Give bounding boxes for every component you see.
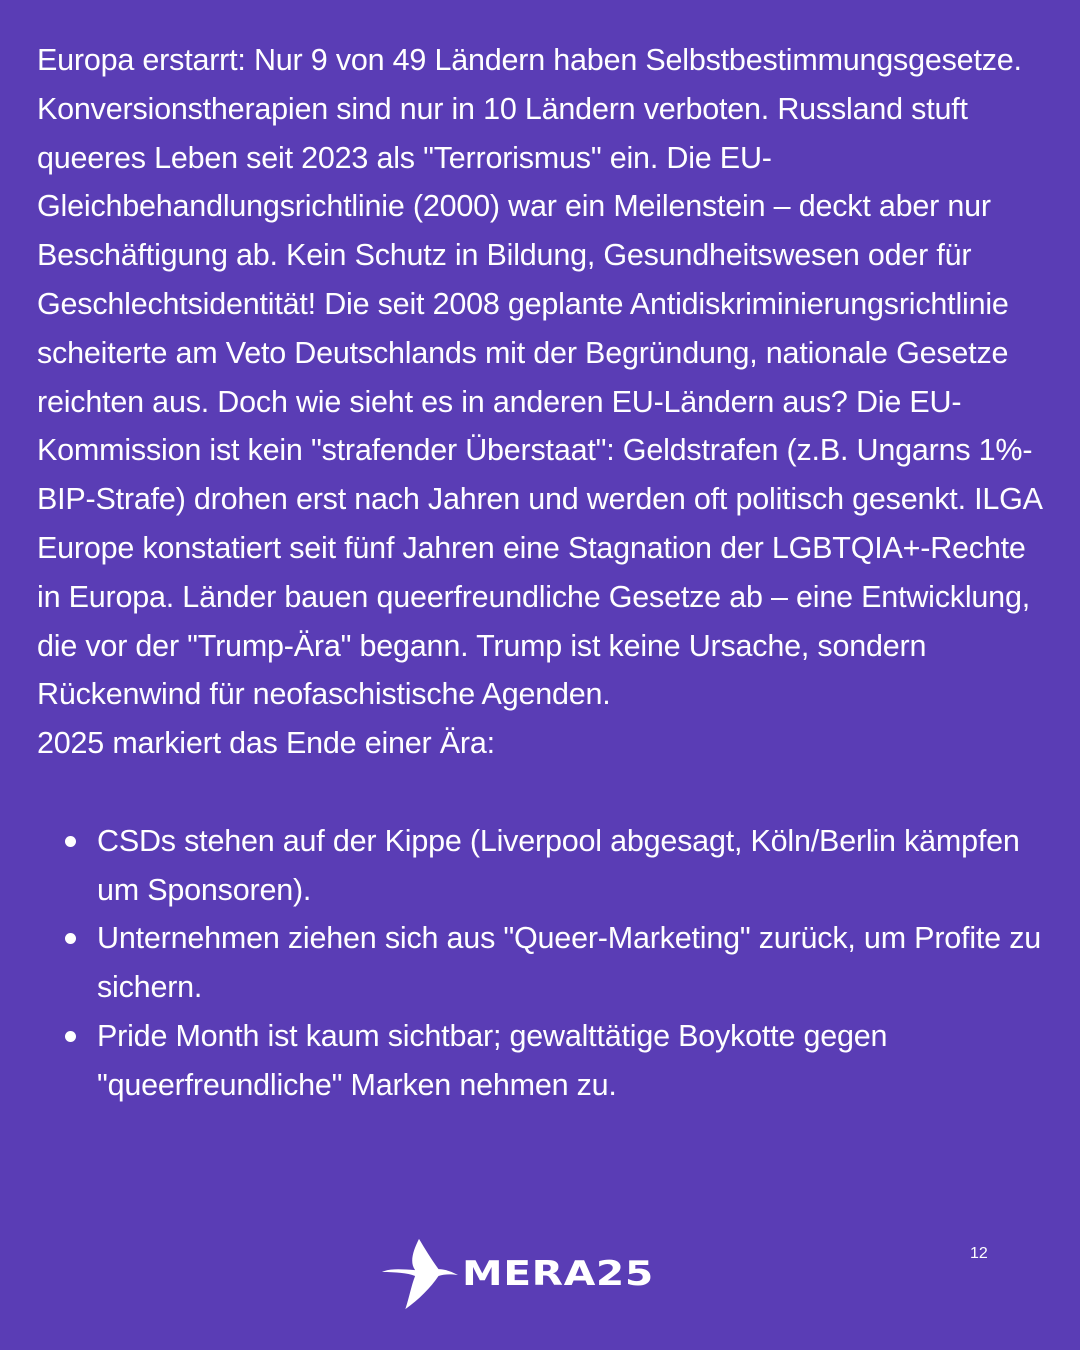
bullet-dot-icon <box>65 933 76 944</box>
list-item <box>37 817 1047 915</box>
list-item-text: Unternehmen ziehen sich aus "Queer-Marketing" zurück, um Profite zu sichern. <box>97 921 1042 1005</box>
paragraph-era: 2025 markiert das Ende einer Ära: <box>37 726 495 761</box>
bullet-list <box>37 817 1047 1110</box>
spacer <box>37 768 1047 817</box>
brand-wordmark: MERA25 <box>462 1254 654 1294</box>
body-text <box>37 36 1047 1110</box>
brand-logo <box>380 1236 654 1312</box>
paragraph-main: Europa erstarrt: Nur 9 von 49 Ländern haben Selbstbestimmungsgesetze. Konversionstherapien sind nur in 10 Ländern verboten. Russland stuft queeres Leben seit 2023 als "Terrorismus" ein. Die EU-Gleichbehandlungsrichtlinie (2000) war ein Meilenstein – deckt aber nur Beschäftigung ab. Kein Schutz in Bildung, Gesundheitswesen oder für Geschlechtsidentität! Die seit 2008 geplante Antidiskriminierungsrichtlinie scheiterte am Veto Deutschlands mit der Begründung, nationale Gesetze reichten aus. Doch wie sieht es in anderen EU-Ländern aus? Die EU-Kommission ist kein "strafender Überstaat": Geldstrafen (z.B. Ungarns 1%-BIP-Strafe) drohen erst nach Jahren und werden oft politisch gesenkt. ILGA Europe konstatiert seit fünf Jahren eine Stagnation der LGBTQIA+-Rechte in Europa. Länder bauen queerfreundliche Gesetze ab – eine Entwicklung, die vor der "Trump-Ära" begann. Trump ist keine Ursache, sondern Rückenwind für neofaschistische Agenden. <box>37 43 1042 712</box>
page-number: 12 <box>970 1245 988 1262</box>
bullet-dot-icon <box>65 836 76 847</box>
swift-bird-icon <box>380 1236 458 1312</box>
bullet-dot-icon <box>65 1031 76 1042</box>
list-item <box>37 914 1047 1012</box>
list-item-text: Pride Month ist kaum sichtbar; gewalttätige Boykotte gegen "queerfreundliche" Marken nehmen zu. <box>97 1018 888 1102</box>
list-item <box>37 1012 1047 1110</box>
list-item-text: CSDs stehen auf der Kippe (Liverpool abgesagt, Köln/Berlin kämpfen um Sponsoren). <box>97 823 1020 907</box>
